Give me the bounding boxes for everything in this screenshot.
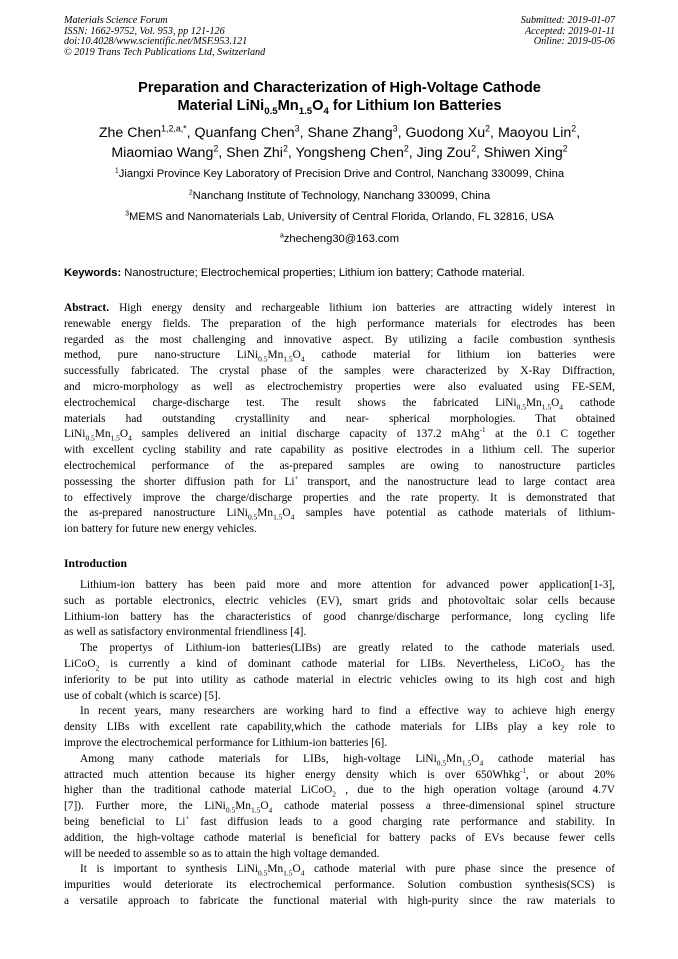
abstract-line: regarded as the most challenging and innovative aspect. By utilizing a facile combustion synthesis <box>64 333 615 346</box>
author: Shiwen Xing$^2$ <box>483 143 568 161</box>
author: Miaomiao Wang$^2$, <box>111 143 227 161</box>
abstract-line: electrochemical charge-discharge test. The result shows the fabricated $LiNi_{0.5}Mn_{1.5}O_4$ cathode <box>64 396 615 412</box>
keywords-text: Nanostructure; Electrochemical properties; Lithium ion battery; Cathode material. <box>121 267 525 279</box>
paragraph-line: inferiority to be put into utility as cathode material in electric vehicles owing to its high cost and high <box>64 673 615 686</box>
corresponding-email[interactable]: $^a$zhecheng30@163.com <box>279 232 400 245</box>
title-line-2: Material $LiNi_{0.5}Mn_{1.5}O_4$ for Lithium Ion Batteries <box>177 98 502 117</box>
keywords-label: Keywords: <box>64 267 122 279</box>
journal-header <box>64 16 265 58</box>
paragraph-line: use of cobalt (which is scarce) [5]. <box>64 689 221 702</box>
affiliation-2: $^2$Nanchang Institute of Technology, Nanchang 330099, China <box>188 189 491 202</box>
author-list <box>64 123 615 163</box>
abstract-line: to effectively improve the charge/discharge properties and the rate property. It is demonstrated that <box>64 491 615 504</box>
paragraph-line: as well as satisfactory environmental friendliness [4]. <box>64 626 307 639</box>
paragraph-line: such as portable electronics, electric vehicles (EV), smart grids and photovoltaic solar cells because <box>64 594 615 607</box>
paragraph-line: Lithium-ion battery has been paid more and more attention for advanced power application[1-3], <box>80 579 615 591</box>
affiliation-3: $^3$MEMS and Nanomaterials Lab, University of Central Florida, Orlando, FL 32816, USA <box>125 210 554 223</box>
author: Shen Zhi$^2$, <box>226 143 296 161</box>
author: Zhe Chen$^{1,2,a,*}$, <box>98 123 195 141</box>
abstract-line: Abstract. High energy density and rechargeable lithium ion batteries are attracting widely interest in <box>64 302 615 314</box>
paragraph-line: It is important to synthesis $LiNi_{0.5}Mn_{1.5}O_4$ cathode material with pure phase since the presence of <box>80 863 615 878</box>
abstract-line: ion battery for future new energy vehicles. <box>64 523 257 536</box>
paragraph-line: addition, the high-voltage cathode material is beneficial for battery packs of EVs because fewer cells <box>64 831 615 844</box>
paragraph-line: density LIBs with excellent rate capability,which the cathode materials for LIBs play a key role to <box>64 721 615 734</box>
submitted-date: Submitted: 2019-01-07 <box>520 15 615 26</box>
online-date: Online: 2019-05-06 <box>533 36 615 48</box>
paper-title <box>64 79 615 115</box>
paragraph-line: In recent years, many researchers are working hard to find a effective way to achieve high energy <box>80 705 615 718</box>
paragraph-line: impurities would deteriorate its electrochemical performance. Solution combustion synthesis(SCS) is <box>64 879 615 892</box>
author: Quanfang Chen$^3$, <box>194 123 308 141</box>
abstract-line: $LiNi_{0.5}Mn_{1.5}O_4$ samples delivered an initial discharge capacity of 137.2 mAhg$^{-1}$ at the 0.1 C together <box>64 426 615 443</box>
abstract-line: with excellent cycling stability and rate capability as positive electrodes in a lithium cell. The superior <box>64 444 615 457</box>
paragraph-line: Among many cathode materials for LIBs, high-voltage $LiNi_{0.5}Mn_{1.5}O_4$ cathode material has <box>80 752 615 768</box>
paragraph-line: higher than the traditional cathode material LiCoO$_2$ , due to the high operation voltage (around 4.7V <box>64 784 615 799</box>
abstract-line: electrochemical performance of the as-prepared samples are owing to nanostructure particles <box>64 459 615 472</box>
paragraph-line: attracted much attention because its higher energy density which is over 650Whkg$^{-1}$, or about 20% <box>64 766 615 781</box>
abstract <box>64 301 615 538</box>
issn-line: ISSN: 1662-9752, Vol. 953, pp 121-126 <box>64 25 225 37</box>
author: Jing Zou$^2$, <box>416 143 484 161</box>
journal-name: Materials Science Forum <box>64 15 168 26</box>
dates-header <box>521 16 615 48</box>
abstract-line: and micro-morphology as well as electrochemistry properties were also evaluated using FE-SEM, <box>64 380 615 393</box>
abstract-line: successfully fabricated. The crystal phase of the samples were characterized by X-Ray Diffraction, <box>64 365 615 378</box>
copyright-line: © 2019 Trans Tech Publications Ltd, Switzerland <box>64 46 266 58</box>
author: Yongsheng Chen$^2$, <box>295 143 417 161</box>
abstract-line: renewable energy fields. The preparation of the high performance materials for electrodes has been <box>64 317 615 330</box>
author: Shane Zhang$^3$, <box>307 123 406 141</box>
accepted-date: Accepted: 2019-01-11 <box>524 25 615 37</box>
introduction-body <box>64 578 615 910</box>
author: Guodong Xu$^2$, <box>405 123 498 141</box>
keywords <box>64 266 615 280</box>
paragraph-line: LiCoO$_2$ is currently a kind of dominant cathode material for LIBs. Nevertheless, LiCoO$_2$ has the <box>64 657 615 673</box>
doi-line[interactable]: doi:10.4028/www.scientific.net/MSF.953.121 <box>64 36 248 48</box>
paragraph-line: improve the electrochemical performance for Lithium-ion batteries [6]. <box>64 736 388 749</box>
abstract-line: materials had outstanding crystallinity and near- spherical morphologies. That obtained <box>64 412 615 425</box>
abstract-label: Abstract. <box>64 302 110 314</box>
paragraph-line: [7]). Further more, the $LiNi_{0.5}Mn_{1.5}O_4$ cathode material possess a three-dimensional spinel structure <box>64 800 615 815</box>
affiliation-1: $^1$Jiangxi Province Key Laboratory of Precision Drive and Control, Nanchang 330099, China <box>114 167 565 180</box>
paragraph-line: Lithium-ion battery has the characteristics of good chanrge/discharge performance, long cycling life <box>64 610 615 623</box>
abstract-line: the as-prepared nanostructure $LiNi_{0.5}Mn_{1.5}O_4$ samples have potential as cathode materials of lithium- <box>64 507 616 522</box>
abstract-line: possessing the shorter diffusion path for Li+ transport, and the nanostructure lead to large contact area <box>64 473 616 488</box>
author: Maoyou Lin$^2$, <box>497 123 581 141</box>
abstract-line: method, pure nano-structure $LiNi_{0.5}Mn_{1.5}O_4$ cathode material for lithium ion batteries were <box>64 349 615 364</box>
paragraph-line: will be needed to assemble so as to attain the high voltage demanded. <box>64 847 380 860</box>
paragraph-line: being beneficial to Li+ fast diffusion leads to a good charging rate performance and stability. In <box>64 814 615 828</box>
paragraph-line: a versatile approach to fabricate the functional material with high-purity since the raw materials to <box>64 894 615 907</box>
paragraph-line: The propertys of Lithium-ion batteries(LIBs) are greatly related to the cathode materials used. <box>80 642 615 655</box>
title-line-1: Preparation and Characterization of High-Voltage Cathode <box>138 80 541 96</box>
introduction-heading: Introduction <box>64 557 127 570</box>
